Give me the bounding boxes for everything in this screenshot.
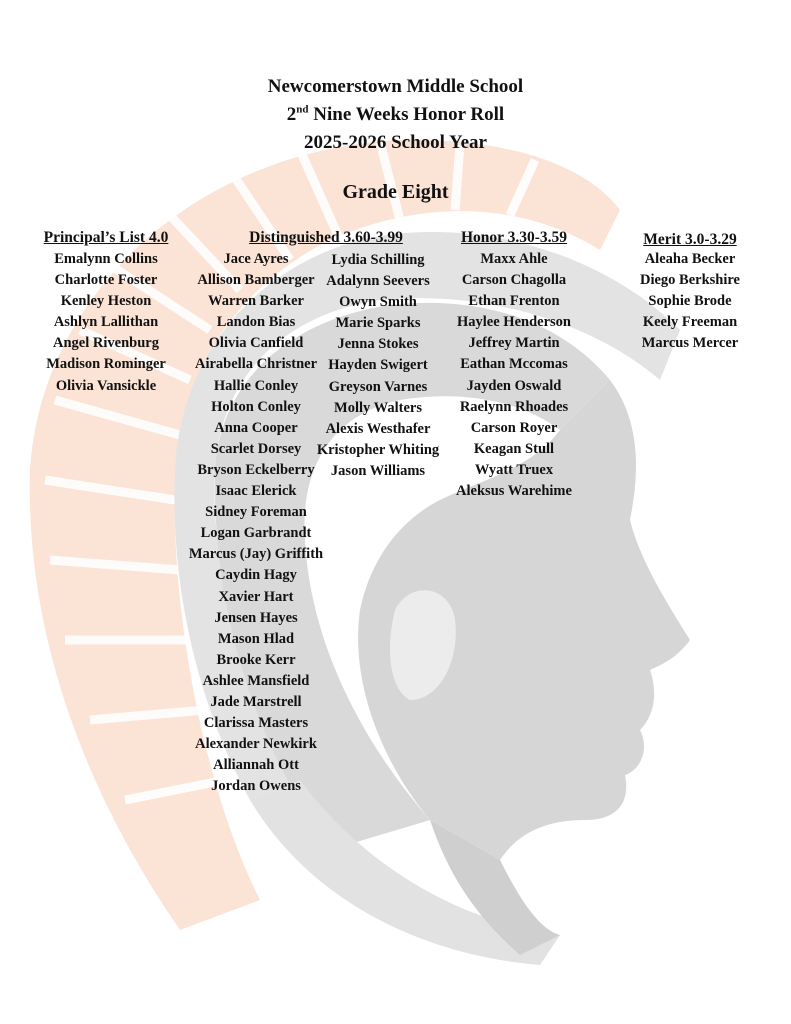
term-rest: Nine Weeks Honor Roll [308, 104, 505, 125]
student-name: Sophie Brode [648, 293, 732, 310]
distinguished-list-a [186, 249, 326, 797]
principals-list-heading: Principal’s List 4.0 [43, 229, 169, 246]
student-name: Carson Chagolla [461, 272, 567, 289]
student-name: Adalynn Seevers [326, 273, 430, 290]
student-name: Jade Marstrell [210, 693, 302, 710]
distinguished-heading: Distinguished 3.60-3.99 [249, 229, 403, 246]
student-name: Keagan Stull [473, 440, 555, 457]
student-name: Maxx Ahle [480, 251, 548, 267]
merit-heading: Merit 3.0-3.29 [643, 231, 737, 248]
student-name: Brooke Kerr [216, 651, 296, 668]
student-name: Hallie Conley [213, 377, 299, 394]
student-name: Bryson Eckelberry [197, 461, 315, 478]
student-name: Holton Conley [211, 398, 301, 415]
merit-list [620, 249, 760, 354]
student-name: Jeffrey Martin [468, 335, 560, 352]
student-name: Kristopher Whiting [316, 441, 440, 458]
student-name: Airabella Christner [194, 356, 318, 373]
school-year: 2025-2026 School Year [304, 132, 487, 153]
student-name: Aleaha Becker [644, 251, 736, 267]
student-name: Jenna Stokes [337, 336, 419, 353]
student-name: Anna Cooper [214, 419, 298, 436]
student-name: Jayden Oswald [466, 377, 562, 394]
student-name: Kenley Heston [60, 293, 152, 310]
student-name: Alexis Westhafer [325, 420, 431, 437]
student-name: Isaac Elerick [215, 483, 297, 500]
student-name: Lydia Schilling [331, 252, 425, 268]
student-name: Warren Barker [208, 293, 304, 310]
student-name: Jensen Hayes [214, 609, 298, 626]
student-name: Owyn Smith [339, 294, 417, 311]
student-name: Landon Bias [216, 314, 296, 331]
student-name: Angel Rivenburg [53, 335, 159, 352]
honor-list [444, 249, 584, 502]
term-title [0, 104, 791, 126]
student-name: Carson Royer [470, 419, 558, 436]
student-name: Sidney Foreman [205, 504, 307, 521]
student-name: Ashlee Mansfield [202, 672, 310, 689]
student-name: Xavier Hart [218, 588, 294, 605]
student-name: Marcus Mercer [641, 335, 739, 352]
student-name: Jason Williams [330, 462, 426, 479]
honor-heading: Honor 3.30-3.59 [460, 229, 568, 246]
student-name: Mason Hlad [217, 630, 295, 647]
student-name: Marie Sparks [335, 315, 421, 332]
student-name: Aleksus Warehime [456, 483, 572, 500]
grade-title: Grade Eight [342, 181, 449, 203]
school-title: Newcomerstown Middle School [267, 76, 524, 97]
term-suffix: nd [296, 103, 309, 116]
student-name: Marcus (Jay) Griffith [188, 546, 324, 563]
student-name: Haylee Henderson [457, 314, 571, 331]
student-name: Diego Berkshire [639, 272, 740, 289]
student-name: Ashlyn Lallithan [53, 314, 159, 331]
student-name: Allison Bamberger [197, 272, 315, 289]
student-name: Alliannah Ott [213, 757, 299, 774]
student-name: Jace Ayres [223, 251, 289, 267]
student-name: Alexander Newkirk [195, 736, 317, 753]
student-name: Molly Walters [334, 399, 422, 416]
distinguished-list-b [310, 250, 446, 482]
student-name: Charlotte Foster [54, 272, 158, 289]
student-name: Hayden Swigert [328, 357, 428, 374]
student-name: Clarissa Masters [203, 715, 309, 732]
student-name: Greyson Varnes [328, 378, 428, 395]
term-number: 2 [286, 104, 297, 125]
student-name: Scarlet Dorsey [210, 440, 302, 457]
student-name: Eathan Mccomas [460, 356, 568, 373]
student-name: Olivia Canfield [208, 335, 304, 352]
student-name: Jordan Owens [211, 778, 301, 795]
student-name: Keely Freeman [642, 314, 738, 331]
student-name: Raelynn Rhoades [459, 398, 569, 415]
student-name: Madison Rominger [46, 356, 166, 373]
student-name: Caydin Hagy [215, 567, 297, 584]
student-name: Logan Garbrandt [200, 525, 312, 542]
principals-list [30, 249, 182, 397]
student-name: Wyatt Truex [474, 461, 554, 478]
student-name: Olivia Vansickle [55, 377, 157, 394]
student-name: Ethan Frenton [468, 293, 560, 310]
student-name: Emalynn Collins [54, 251, 158, 267]
